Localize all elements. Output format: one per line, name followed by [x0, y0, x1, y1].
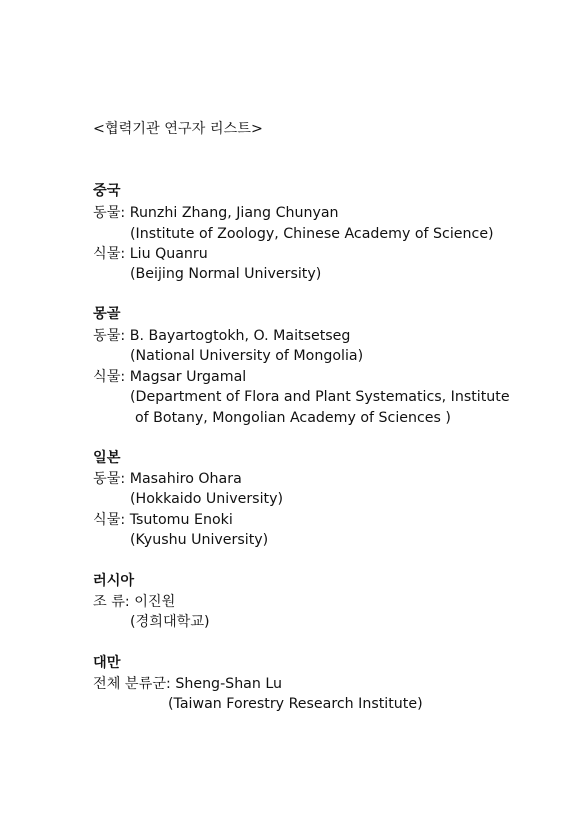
entry-affiliation: (Beijing Normal University)	[130, 266, 322, 282]
entry-japan-botany	[93, 510, 233, 530]
entry-affiliation: (Hokkaido University)	[130, 491, 284, 507]
entry-label: 식물:	[93, 369, 126, 385]
section-heading-japan: 일본	[93, 450, 121, 466]
entry-affiliation: (Taiwan Forestry Research Institute)	[168, 696, 423, 712]
section-heading-russia: 러시아	[93, 573, 135, 589]
document-title: <협력기관 연구자 리스트>	[93, 121, 263, 137]
entry-label: 전체 분류군:	[93, 676, 171, 692]
entry-affiliation: (National University of Mongolia)	[130, 348, 364, 364]
entry-affiliation: (경희대학교)	[130, 614, 210, 630]
entry-label: 식물:	[93, 246, 126, 262]
entry-affiliation: (Kyushu University)	[130, 532, 269, 548]
entry-name: Tsutomu Enoki	[129, 512, 233, 528]
entry-name: Magsar Urgamal	[129, 369, 247, 385]
section-heading-taiwan: 대만	[93, 655, 121, 671]
entry-affiliation: (Department of Flora and Plant Systematics, Institute	[130, 389, 510, 405]
entry-china-botany	[93, 244, 208, 264]
entry-label: 동물:	[93, 328, 126, 344]
entry-label: 동물:	[93, 205, 126, 221]
entry-name: Masahiro Ohara	[129, 471, 242, 487]
entry-russia-birds	[93, 592, 175, 612]
entry-japan-zoology	[93, 469, 242, 489]
entry-mongolia-botany	[93, 367, 246, 387]
entry-china-zoology	[93, 203, 339, 223]
section-heading-china: 중국	[93, 183, 121, 199]
entry-name: Runzhi Zhang, Jiang Chunyan	[129, 205, 339, 221]
entry-mongolia-zoology	[93, 326, 350, 346]
section-heading-mongolia: 몽골	[93, 306, 121, 322]
entry-label: 조 류:	[93, 594, 130, 610]
entry-taiwan-all-taxa	[93, 674, 282, 694]
entry-name: 이진원	[134, 594, 176, 610]
entry-affiliation: (Institute of Zoology, Chinese Academy of Science)	[130, 226, 494, 242]
entry-label: 동물:	[93, 471, 126, 487]
entry-label: 식물:	[93, 512, 126, 528]
entry-name: Liu Quanru	[129, 246, 208, 262]
entry-name: B. Bayartogtokh, O. Maitsetseg	[129, 328, 351, 344]
entry-name: Sheng-Shan Lu	[175, 676, 283, 692]
entry-affiliation-cont: of Botany, Mongolian Academy of Sciences )	[135, 410, 451, 426]
